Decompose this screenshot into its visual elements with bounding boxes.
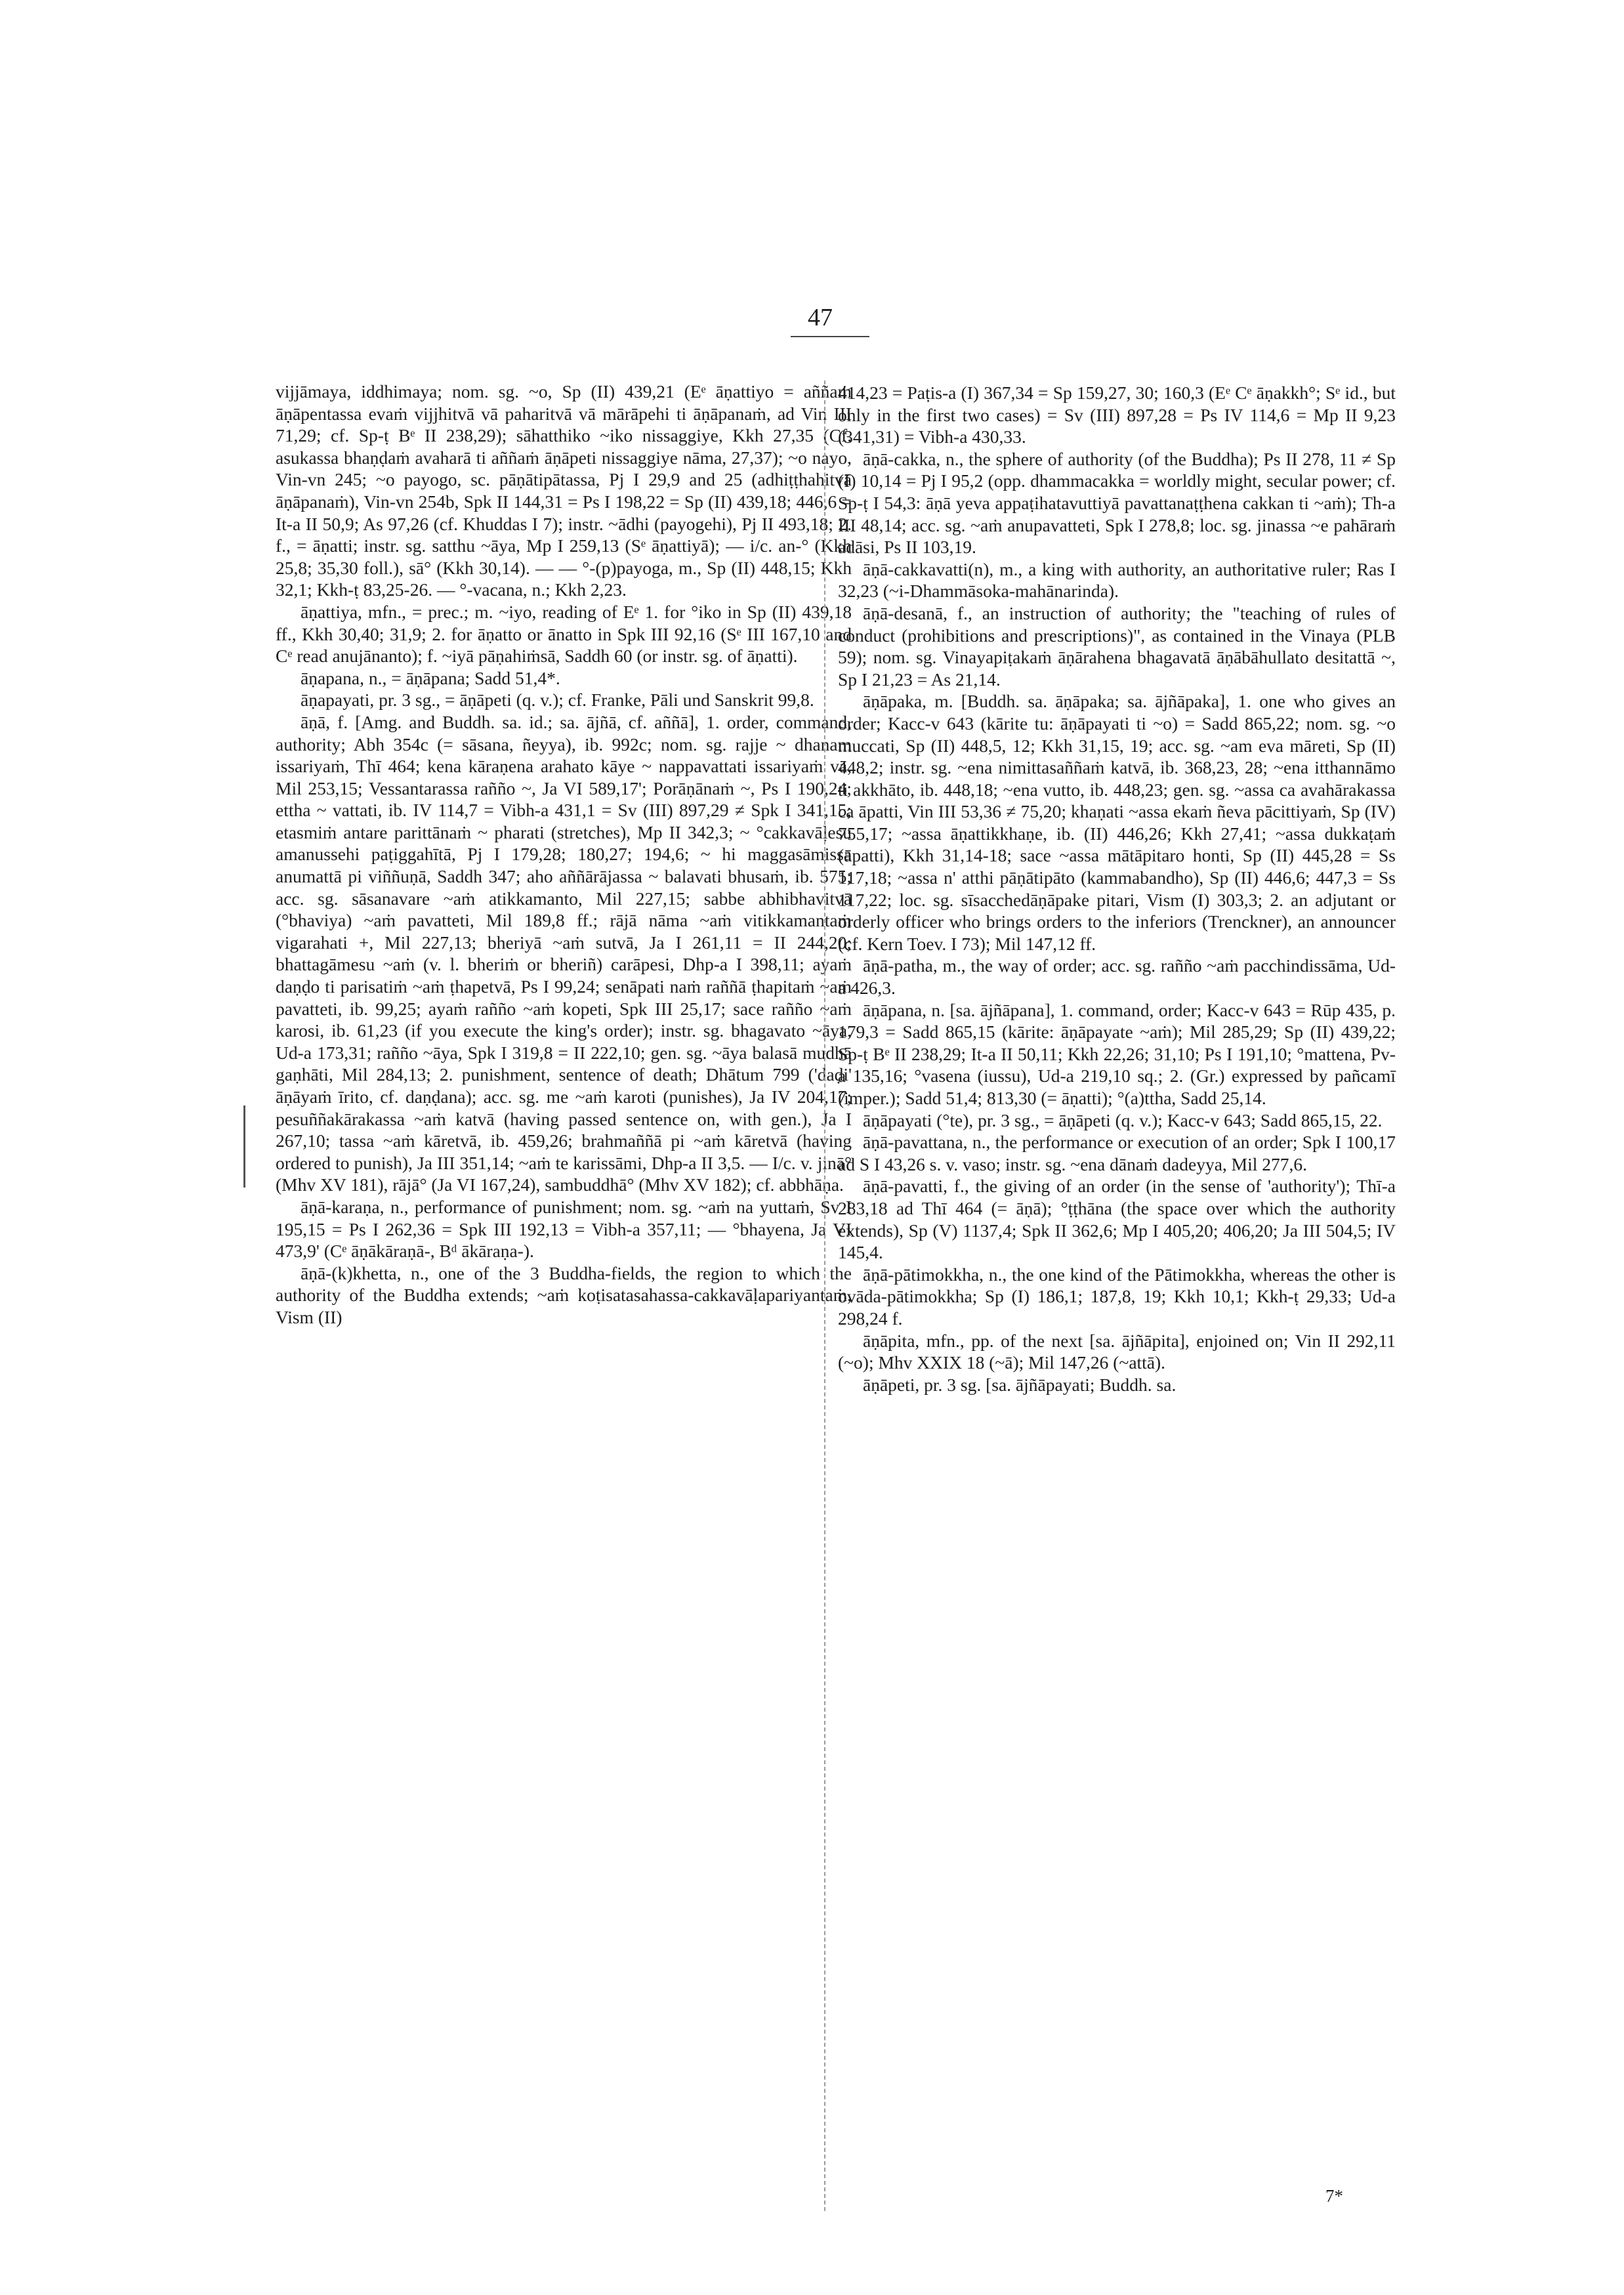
- dictionary-entry: āṇāpaka, m. [Buddh. sa. āṇāpaka; sa. ājñāpaka], 1. one who gives an order; Kacc-v 643 (kārite tu: āṇāpayati ti ~o) = Sadd 865,22; nom. sg. ~o muccati, Sp (II) 448,5, 12; Kkh 31,15, 19; acc. sg. ~am eva māreti, Sp (II) 448,2; instr. sg. ~ena nimittasaññaṁ katvā, ib. 368,23, 28; ~ena itthannāmo ti akkhāto, ib. 448,18; ~ena vutto, ib. 448,23; gen. sg. ~assa ca avahārakassa ca āpatti, Vin III 53,36 ≠ 75,20; khaṇati ~assa ekaṁ ñeva pācittiyaṁ, Sp (IV) 755,17; ~assa āṇattikkhaṇe, ib. (II) 446,26; Kkh 27,41; ~assa dukkaṭaṁ (āpatti), Kkh 31,14-18; sace ~assa mātāpitaro honti, Sp (II) 445,28 = Ss 117,18; ~assa n' atthi pāṇātipāto (kammabandho), Sp (II) 446,6; 447,3 = Ss 117,22; loc. sg. sīsacchedāṇāpake pitari, Vism (I) 303,3; 2. an adjutant or orderly officer who brings orders to the inferiors (Trenckner), an announcer (cf. Kern Toev. I 73); Mil 147,12 ff.: [838, 691, 1396, 954]
- column-divider: [824, 381, 825, 2211]
- page-number: 47: [808, 304, 833, 331]
- dictionary-entry: āṇā-cakka, n., the sphere of authority (of the Buddha); Ps II 278, 11 ≠ Sp (I) 10,14 = Pj I 95,2 (opp. dhammacakka = worldly might, secular power; cf. Sp-ṭ I 54,3: āṇā yeva appaṭihatavuttiyā pavattanaṭṭhena cakkan ti ~aṁ); Th-a III 48,14; acc. sg. ~aṁ anupavatteti, Spk I 278,8; loc. sg. jinassa ~e pahāraṁ adāsi, Ps II 103,19.: [838, 448, 1396, 558]
- right-column: [838, 382, 1396, 1396]
- dictionary-entry: āṇā-pavatti, f., the giving of an order (in the sense of 'authority'); Thī-a 283,18 ad Thī 464 (= āṇā); °ṭṭhāna (the space over which the authority extends), Sp (V) 1137,4; Spk II 362,6; Mp I 405,20; 406,20; Ja III 504,5; IV 145,4.: [838, 1176, 1396, 1263]
- dictionary-entry: āṇā, f. [Amg. and Buddh. sa. id.; sa. ājñā, cf. aññā], 1. order, command, authority; Abh 354c (= sāsana, ñeyya), ib. 992c; nom. sg. rajje ~ dhanam issariyaṁ, Thī 464; kena kāraṇena arahato kāye ~ nappavattati issariyaṁ vā, Mil 253,15; Vessantarassa rañño ~, Ja VI 589,17'; Porāṇānaṁ ~, Ps I 190,24; ettha ~ vattati, ib. IV 114,7 = Vibh-a 431,1 = Sv (III) 897,29 ≠ Spk I 341,15; etasmiṁ antare parittānaṁ ~ pharati (stretches), Mp II 342,3; ~ °cakkavāḷesu amanussehi paṭiggahītā, Pj I 179,28; 180,27; 194,6; ~ hi maggasāmissa anumattā pi viññuṇā, Saddh 347; aho aññārājassa ~ balavati bhusaṁ, ib. 575; acc. sg. sāsanavare ~aṁ atikkamanto, Mil 227,15; sabbe abhibhavitvā (°bhaviya) ~aṁ pavatteti, Mil 189,8 ff.; rājā nāma ~aṁ vitikkamantaṁ vigarahati +, Mil 227,13; bheriyā ~aṁ sutvā, Ja I 261,11 = II 244,20; bhattagāmesu ~aṁ (v. l. bheriṁ or bheriñ) carāpesi, Dhp-a I 398,11; ayaṁ daṇḍo ti parisatiṁ ~aṁ ṭhapetvā, Ps I 99,24; senāpati naṁ raññā ṭhapitaṁ ~aṁ pavatteti, ib. 99,25; ayaṁ rañño ~aṁ kopeti, Spk III 25,17; sace rañño ~aṁ karosi, ib. 61,23 (if you execute the king's order); instr. sg. bhagavato ~āya, Ud-a 173,31; rañño ~āya, Spk I 319,8 = II 222,10; gen. sg. ~āya balasā mudhā gaṇhāti, Mil 284,13; 2. punishment, sentence of death; Dhātum 799 ('daḍi' āṇāyaṁ īrito, cf. daṇḍana); acc. sg. me ~aṁ karoti (punishes), Ja IV 204,17; pesuññakārakassa ~aṁ katvā (having passed sentence on, with gen.), Ja I 267,10; tassa ~aṁ kāretvā, ib. 459,26; brahmaññā pi ~aṁ kāretvā (having ordered to punish), Ja III 351,14; ~aṁ te karissāmi, Dhp-a II 3,5. — I/c. v. jinā° (Mhv XV 181), rājā° (Ja VI 167,24), sambuddhā° (Mhv XV 182); cf. abbhāṇa.: [276, 711, 852, 1195]
- dictionary-entry: āṇāpita, mfn., pp. of the next [sa. ājñāpita], enjoined on; Vin II 292,11 (~o); Mhv XXIX 18 (~ā); Mil 147,26 (~attā).: [838, 1330, 1396, 1373]
- dictionary-entry: āṇā-(k)khetta, n., one of the 3 Buddha-fields, the region to which the authority of the Buddha extends; ~aṁ koṭisatasahassa-cakkavāḷapariyantaṁ, Vism (II): [276, 1262, 852, 1327]
- dictionary-entry: vijjāmaya, iddhimaya; nom. sg. ~o, Sp (II) 439,21 (Eᵉ āṇattiyo = aññaṁ āṇāpentassa evaṁ vijjhitvā vā paharitvā vā mārāpehi ti āṇāpanaṁ, ad Vin III 71,29; cf. Sp-ṭ Bᵉ II 238,29); sāhatthiko ~iko nissaggiye, Kkh 27,35 (Cf. asukassa bhaṇḍaṁ avaharā ti aññaṁ āṇāpeti nissaggiye nāma, 27,37); ~o nayo, Vin-vn 245; ~o payogo, sc. pāṇātipātassa, Pj I 29,9 and 25 (adhiṭṭhahitvā āṇāpanaṁ), Vin-vn 254b, Spk II 144,31 = Ps I 198,22 = Sp (II) 439,18; 446,6 = It-a II 50,9; As 97,26 (cf. Khuddas I 7); instr. ~ādhi (payogehi), Pj II 493,18; 2. f., = āṇatti; instr. sg. satthu ~āya, Mp I 259,13 (Sᵉ āṇattiyā); — i/c. an-° (Kkh 25,8; 35,30 foll.), sā° (Kkh 30,14). — — °-(p)payoga, m., Sp (II) 448,15; Kkh 32,1; Kkh-ṭ 83,25-26. — °-vacana, n.; Kkh 2,23.: [276, 381, 852, 600]
- dictionary-entry: āṇā-pātimokkha, n., the one kind of the Pātimokkha, whereas the other is ovāda-pātimokkha; Sp (I) 186,1; 187,8, 19; Kkh 10,1; Kkh-ṭ 29,33; Ud-a 298,24 f.: [838, 1264, 1396, 1329]
- dictionary-entry: āṇāpana, n. [sa. ājñāpana], 1. command, order; Kacc-v 643 = Rūp 435, p. 179,3 = Sadd 865,15 (kārite: āṇāpayate ~aṁ); Mil 285,29; Sp (II) 439,22; Sp-ṭ Bᵉ II 238,29; It-a II 50,11; Kkh 22,26; 31,10; Ps I 191,10; °mattena, Pv-a 135,16; °vasena (iussu), Ud-a 219,10 sq.; 2. (Gr.) expressed by pañcamī (imper.); Sadd 51,4; 813,30 (= āṇatti); °(a)ttha, Sadd 25,14.: [838, 999, 1396, 1108]
- dictionary-entry: āṇā-desanā, f., an instruction of authority; the "teaching of rules of conduct (prohibitions and prescriptions)", as contained in the Vinaya (PLB 59); nom. sg. Vinayapiṭakaṁ āṇārahena bhagavatā āṇābāhullato desitattā ~, Sp I 21,23 = As 21,14.: [838, 602, 1396, 690]
- left-column: [276, 381, 852, 1329]
- signature-mark: 7*: [1325, 2186, 1343, 2206]
- dictionary-entry: āṇapana, n., = āṇāpana; Sadd 51,4*.: [301, 667, 560, 688]
- margin-mark: [243, 1106, 245, 1188]
- dictionary-entry: āṇāpeti, pr. 3 sg. [sa. ājñāpayati; Buddh. sa.: [863, 1374, 1176, 1395]
- dictionary-entry: āṇā-patha, m., the way of order; acc. sg. rañño ~aṁ pacchindissāma, Ud-a 426,3.: [838, 955, 1396, 999]
- dictionary-entry: āṇattiya, mfn., = prec.; m. ~iyo, reading of Eᵉ 1. for °iko in Sp (II) 439,18 ff., Kkh 30,40; 31,9; 2. for āṇatto or ānatto in Spk III 92,16 (Sᵉ III 167,10 and Cᵉ read anujānanto); f. ~iyā pāṇahiṁsā, Saddh 60 (or instr. sg. of āṇatti).: [276, 601, 852, 667]
- dictionary-entry: āṇāpayati (°te), pr. 3 sg., = āṇāpeti (q. v.); Kacc-v 643; Sadd 865,15, 22.: [863, 1109, 1383, 1130]
- page-number-rule: [791, 336, 869, 337]
- dictionary-entry: āṇapayati, pr. 3 sg., = āṇāpeti (q. v.); cf. Franke, Pāli und Sanskrit 99,8.: [301, 690, 814, 711]
- dictionary-entry: āṇā-pavattana, n., the performance or execution of an order; Spk I 100,17 ad S I 43,26 s. v. vaso; instr. sg. ~ena dānaṁ dadeyya, Mil 277,6.: [838, 1132, 1396, 1174]
- dictionary-entry: āṇā-cakkavatti(n), m., a king with authority, an authoritative ruler; Ras I 32,23 (~i-Dhammāsoka-mahānarinda).: [838, 558, 1396, 602]
- dictionary-entry: āṇā-karaṇa, n., performance of punishment; nom. sg. ~aṁ na yuttaṁ, Sv I 195,15 = Ps I 262,36 = Spk III 192,13 = Vibh-a 357,11; — °bhayena, Ja VI 473,9' (Cᵉ āṇākāraṇā-, Bᵈ ākāraṇa-).: [276, 1196, 852, 1262]
- dictionary-entry: 414,23 = Paṭis-a (I) 367,34 = Sp 159,27, 30; 160,3 (Eᵉ Cᵉ āṇakkh°; Sᵉ id., but only in the first two cases) = Sv (III) 897,28 = Ps IV 114,6 = Mp II 9,23 (341,31) = Vibh-a 430,33.: [838, 382, 1396, 447]
